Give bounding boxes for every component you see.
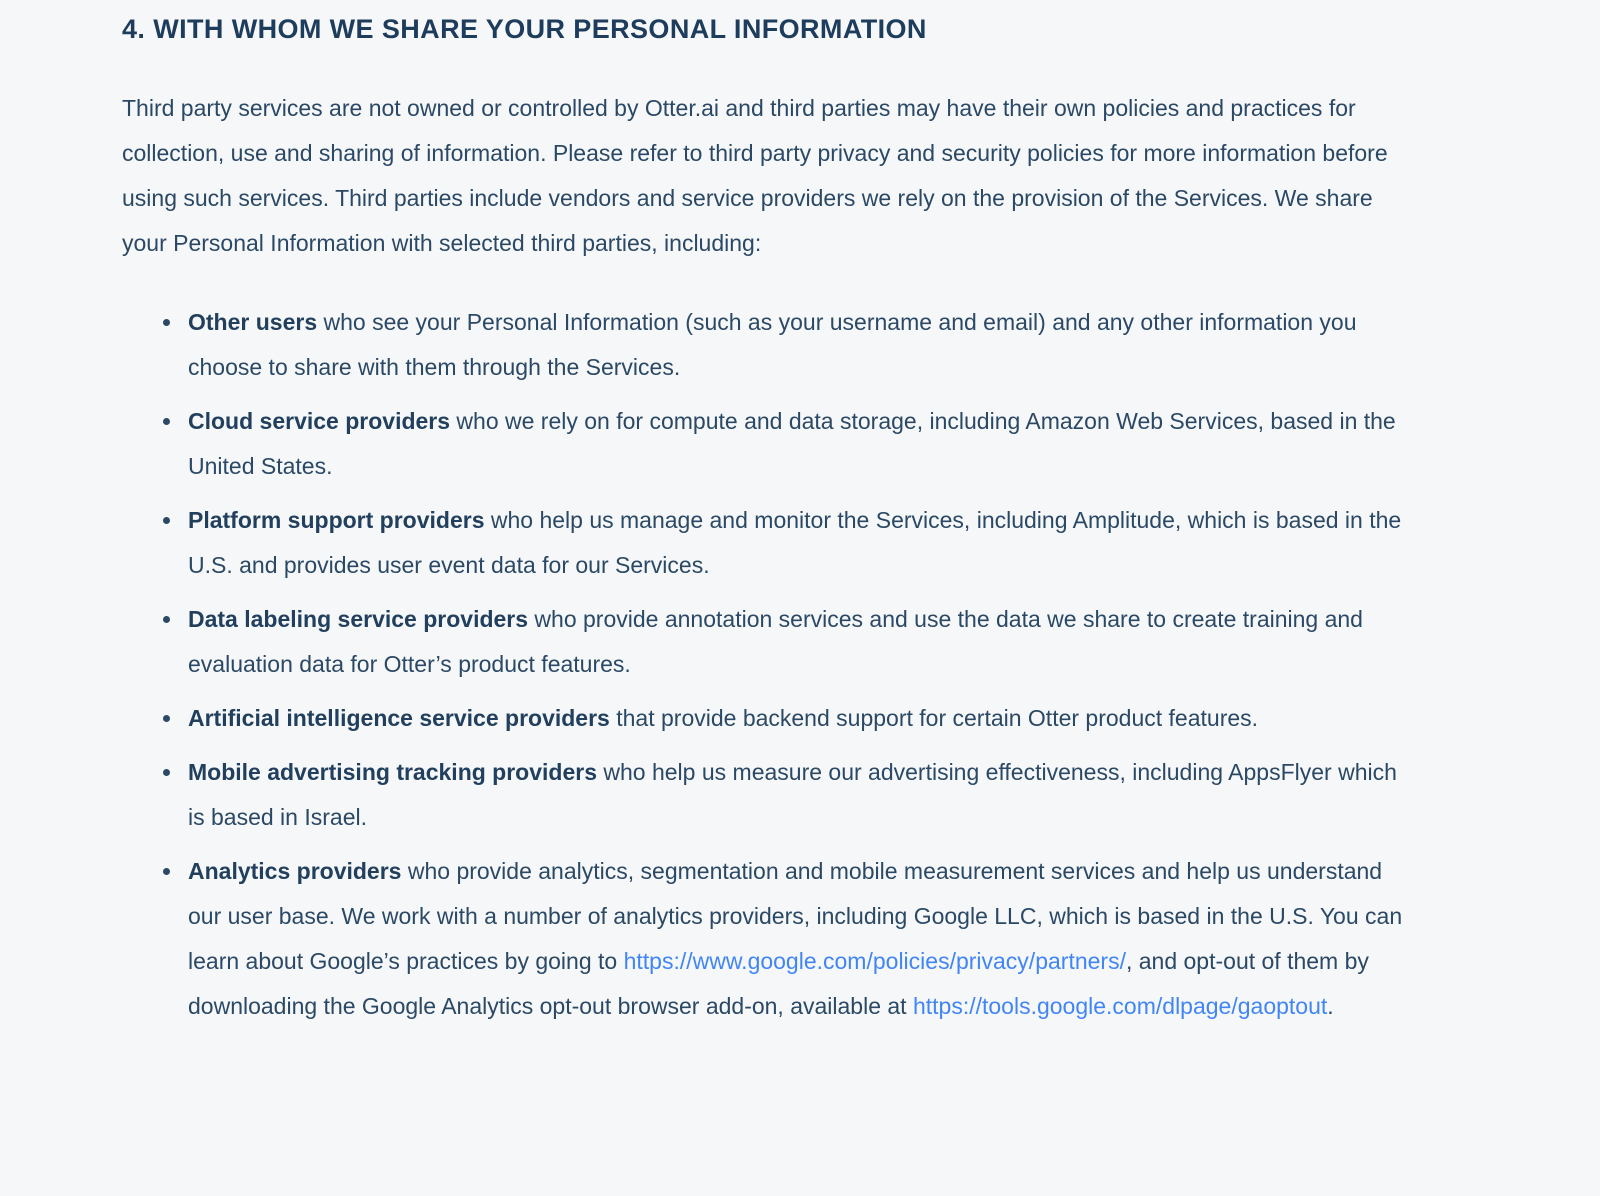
bullet-lead-text: Analytics providers: [188, 858, 402, 884]
bullet-dot-icon: [163, 616, 170, 623]
bullet-text: who help us manage and monitor the Services, including Amplitude, which is based in the U.S. and provides user event data for our Services.: [188, 507, 1402, 578]
bullet-lead-text: Artificial intelligence service providers: [188, 705, 610, 731]
bullet-dot-icon: [163, 319, 170, 326]
list-item: [188, 399, 1403, 489]
inline-link[interactable]: https://tools.google.com/dlpage/gaoptout: [912, 993, 1328, 1019]
bullet-lead-text: Cloud service providers: [188, 408, 451, 434]
inline-link[interactable]: https://www.google.com/policies/privacy/partners/: [623, 948, 1126, 974]
bullet-dot-icon: [163, 868, 170, 875]
bullet-lead-text: Platform support providers: [188, 507, 485, 533]
section-intro-paragraph: Third party services are not owned or controlled by Otter.ai and third parties may have their own policies and practices for collection, use and sharing of information. Please refer to third party privacy and security policies for more information before using such services. Third parties include vendors and service providers we rely on the provision of the Services. We share your Personal Information with selected third parties, including:: [122, 95, 1388, 256]
list-item: [188, 750, 1403, 840]
bullet-lead-text: Data labeling service providers: [188, 606, 529, 632]
list-item: [188, 300, 1403, 390]
bullet-dot-icon: [163, 418, 170, 425]
bullet-text: , and opt-out of them by downloading the Google Analytics opt-out browser add-on, available at: [188, 948, 1369, 1019]
bullet-text: who provide analytics, segmentation and mobile measurement services and help us understand our user base. We work with a number of analytics providers, including Google LLC, which is based in the U.S. You can learn about Google’s practices by going to: [188, 858, 1403, 974]
list-item: [188, 597, 1403, 687]
bullet-lead-text: Mobile advertising tracking providers: [188, 759, 597, 785]
bullet-text: .: [1327, 993, 1334, 1019]
list-item: [188, 498, 1403, 588]
bullet-text: that provide backend support for certain Otter product features.: [609, 705, 1259, 731]
bullet-text: who provide annotation services and use the data we share to create training and evaluation data for Otter’s product features.: [188, 606, 1363, 677]
list-item: [188, 849, 1403, 1029]
list-item: [188, 696, 1403, 741]
bullet-dot-icon: [163, 769, 170, 776]
bullet-text: who help us measure our advertising effectiveness, including AppsFlyer which is based in Israel.: [188, 759, 1397, 830]
section-heading: 4. WITH WHOM WE SHARE YOUR PERSONAL INFORMATION: [122, 14, 927, 44]
share-list: [122, 300, 1422, 1029]
bullet-text: who see your Personal Information (such as your username and email) and any other information you choose to share with them through the Services.: [188, 309, 1357, 380]
bullet-text: who we rely on for compute and data storage, including Amazon Web Services, based in the United States.: [188, 408, 1396, 479]
bullet-dot-icon: [163, 715, 170, 722]
bullet-lead-text: Other users: [188, 309, 318, 335]
bullet-dot-icon: [163, 517, 170, 524]
